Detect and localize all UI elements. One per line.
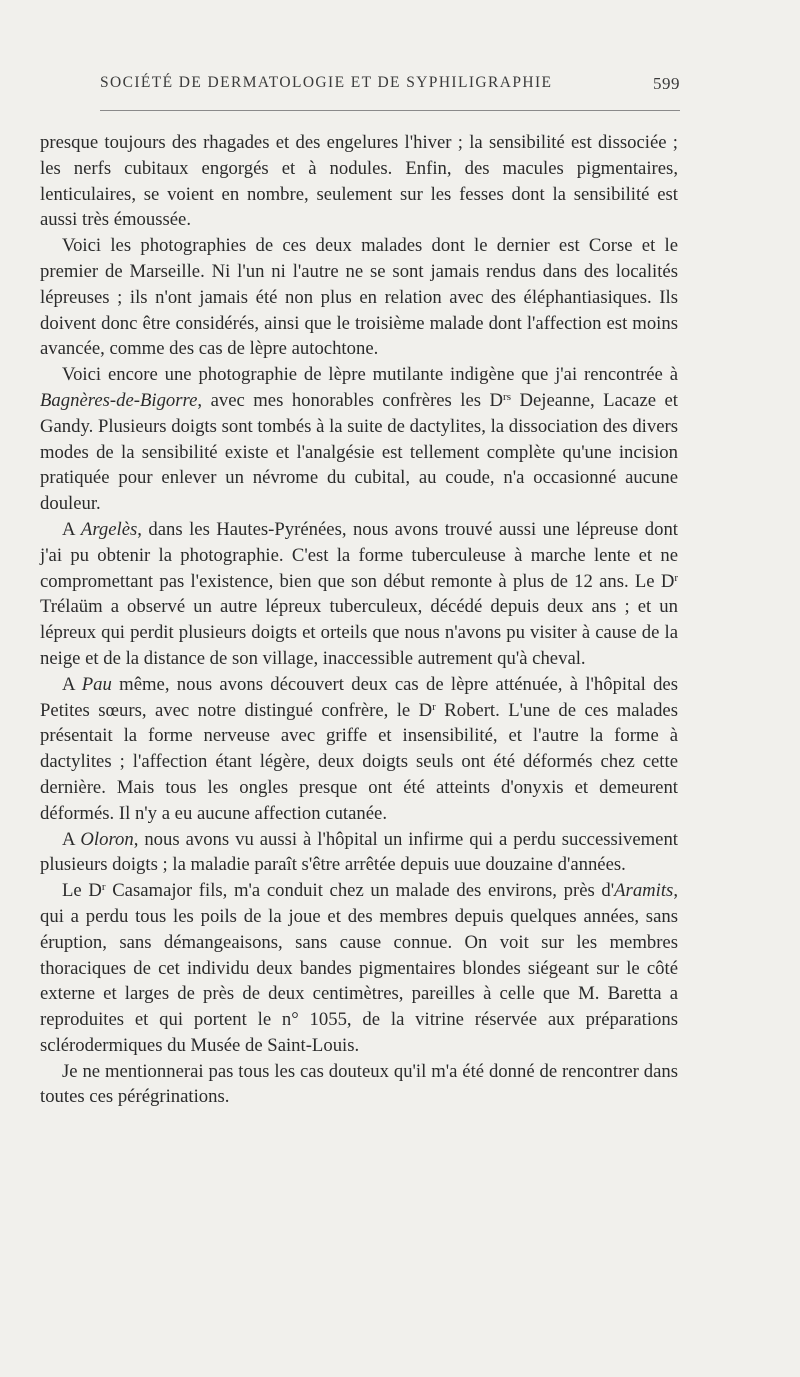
paragraph-3: Voici encore une photographie de lèpre mutilante indigène que j'ai rencontrée à Bagnères-de-Bigorre, avec mes honorables confrères les $D^{rs}$ Dejeanne, Lacaze et Gandy. Plusieurs doigts sont tombés à la suite de dactylites, la dissociation des divers modes de la sensibilité existe et l'analgésie est tellement complète qu'une incision pratiquée pour enlever un névrome du cubital, au coude, n'a occasionné aucune douleur. bbox=[40, 364, 678, 515]
main-text bbox=[40, 130, 678, 1110]
paragraph-6: A Oloron, nous avons vu aussi à l'hôpital un infirme qui a perdu successivement plusieurs doigts ; la maladie paraît s'être arrêtée depuis uue douzaine d'années. bbox=[40, 828, 678, 876]
paragraph-4: A Argelès, dans les Hautes-Pyrénées, nous avons trouvé aussi une lépreuse dont j'ai pu obtenir la photographie. C'est la forme tuberculeuse à marche lente et ne compromettant pas l'existence, bien que son début remonte à plus de 12 ans. Le $D^r$ Trélaüm a observé un autre lépreux tuberculeux, décédé depuis deux ans ; et un lépreux qui perdit plusieurs doigts et orteils que nous n'avons pu visiter à cause de la neige et de la distance de son village, inaccessible autrement qu'à cheval. bbox=[40, 518, 678, 669]
place-name: Pau bbox=[81, 673, 112, 695]
paragraph-7: Le $D^r$ Casamajor fils, m'a conduit chez un malade des environs, près d'Aramits, qui a perdu tous les poils de la joue et des membres depuis quelques années, sans éruption, sans démangeaisons, sans cause connue. On voit sur les membres thoraciques de cet individu deux bandes pigmentaires blondes siégeant sur le côté externe et larges de près de deux centimètres, pareilles à celle que M. Baretta a reproduites et qui portent le n° 1055, de la vitrine réservée aux préparations sclérodermiques du Musée de Saint-Louis. bbox=[40, 880, 678, 1056]
paragraph-5: A Pau même, nous avons découvert deux cas de lèpre atténuée, à l'hôpital des Petites sœurs, avec notre distingué confrère, le $D^r$ Robert. L'une de ces malades présentait la forme nerveuse avec griffe et insensibilité, et l'autre la forme à dactylites ; l'affection étant légère, deux doigts seuls ont été déformés chez cette dernière. Mais tous les ongles presque ont été atteints d'onyxis et demeurent déformés. Il n'y a eu aucune affection cutanée. bbox=[40, 673, 679, 824]
page-number: 599 bbox=[653, 74, 680, 93]
paragraph-1: presque toujours des rhagades et des engelures l'hiver ; la sensibilité est dissociée ; les nerfs cubitaux engorgés et à nodules. Enfin, des macules pigmentaires, lenticulaires, se voient en nombre, seulement sur les fesses dont la sensibilité est aussi très émoussée. bbox=[40, 132, 678, 231]
place-name: Oloron bbox=[80, 828, 134, 850]
header-rule bbox=[100, 110, 680, 111]
place-name: Aramits bbox=[614, 880, 674, 902]
place-name: Bagnères-de-Bigorre bbox=[40, 389, 198, 411]
running-title: SOCIÉTÉ DE DERMATOLOGIE ET DE SYPHILIGRAPHIE bbox=[100, 74, 553, 91]
paragraph-8: Je ne mentionnerai pas tous les cas douteux qu'il m'a été donné de rencontrer dans toutes ces pérégrinations. bbox=[40, 1060, 678, 1108]
paragraph-2: Voici les photographies de ces deux malades dont le dernier est Corse et le premier de Marseille. Ni l'un ni l'autre ne se sont jamais rendus dans des localités lépreuses ; ils n'ont jamais été non plus en relation avec des éléphantiasiques. Ils doivent donc être considérés, ainsi que le troisième malade dont l'affection est moins avancée, comme des cas de lèpre autochtone. bbox=[40, 235, 678, 360]
place-name: Argelès bbox=[80, 518, 138, 540]
running-header bbox=[100, 74, 680, 92]
